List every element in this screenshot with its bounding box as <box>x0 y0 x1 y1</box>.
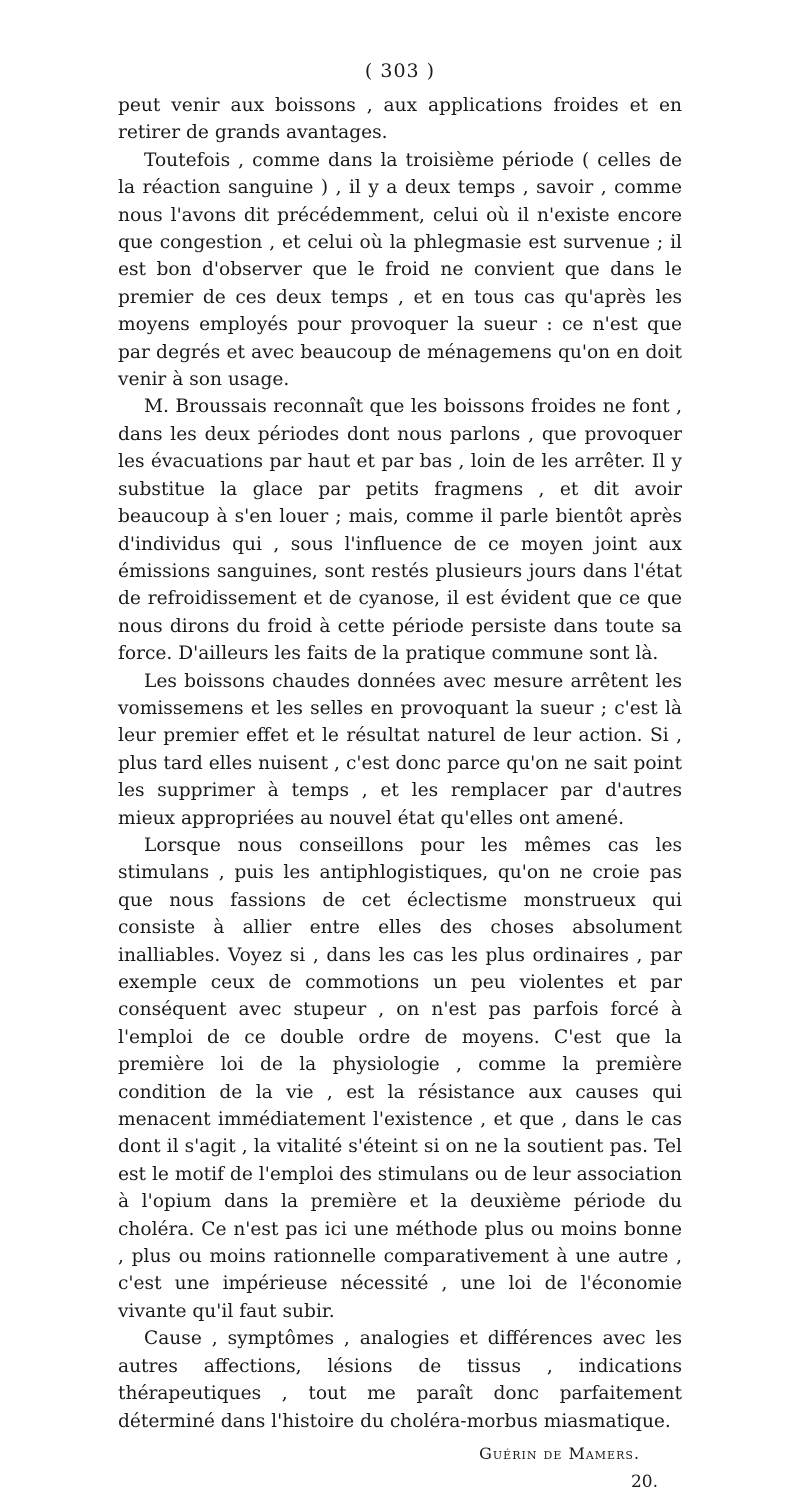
signature-number: 20. <box>630 1471 658 1492</box>
paragraph-stimulans: Lorsque nous conseillons pour les mêmes cas les stimulans , puis les antiphlogistiques, qu'on ne croie pas que nous fassions de cet éclectisme monstrueux qui consiste à allier entre elles des choses absolument inalliables. Voyez si , dans les cas les plus ordinaires , par exemple ceux de commotions un peu violentes et par conséquent avec stupeur , on n'est pas parfois forcé à l'emploi de ce double ordre de moyens. C'est que la première loi de la physiologie , comme la première condition de la vie , est la résistance aux causes qui menacent immédiatement l'existence , et que , dans le cas dont il s'agit , la vitalité s'éteint si on ne la soutient pas. Tel est le motif de l'emploi des stimulans ou de leur association à l'opium dans la première et la deuxième période du choléra. Ce n'est pas ici une méthode plus ou moins bonne , plus ou moins rationnelle comparativement à une autre , c'est une impérieuse nécessité , une loi de l'économie vivante qu'il faut subir. <box>118 834 682 1322</box>
paragraph-boissons-chaudes: Les boissons chaudes données avec mesure arrêtent les vomissemens et les selles en provoquant la sueur ; c'est là leur premier effet et le résultat naturel de leur action. Si , plus tard elles nuisent , c'est donc parce qu'on ne sait point les supprimer à temps , et les remplacer par d'autres mieux appropriées au nouvel état qu'elles ont amené. <box>118 670 682 829</box>
page-number: ( 303 ) <box>364 60 436 82</box>
paragraph-continuation: peut venir aux boissons , aux applications froides et en retirer de grands avantages. <box>118 95 682 144</box>
author-signature: Guérin de Mamers. <box>479 1443 640 1463</box>
paragraph-toutefois: Toutefois , comme dans la troisième période ( celles de la réaction sanguine ) , il y a deux temps , savoir , comme nous l'avons dit précédemment, celui où il n'existe encore que congestion , et celui où la phlegmasie est survenue ; il est bon d'observer que le froid ne convient que dans le premier de ces deux temps , et en tous cas qu'après les moyens employés pour provoquer la sueur : ce n'est que par degrés et avec beaucoup de ménagemens qu'on en doit venir à son usage. <box>118 149 682 391</box>
paragraph-broussais: M. Broussais reconnaît que les boissons froides ne font , dans les deux périodes dont nous parlons , que provoquer les évacuations par haut et par bas , loin de les arrêter. Il y substitue la glace par petits fragmens , et dit avoir beaucoup à s'en louer ; mais, comme il parle bientôt après d'individus qui , sous l'influence de ce moyen joint aux émissions sanguines, sont restés plusieurs jours dans l'état de refroidissement et de cyanose, il est évident que ce que nous dirons du froid à cette période persiste dans toute sa force. D'ailleurs les faits de la pratique commune sont là. <box>118 396 682 665</box>
book-page <box>118 58 682 1495</box>
paragraph-conclusion: Cause , symptômes , analogies et différences avec les autres affections, lésions de tissus , indications thérapeutiques , tout me paraît donc parfaitement déterminé dans l'histoire du choléra-morbus miasmatique. <box>118 1328 682 1432</box>
